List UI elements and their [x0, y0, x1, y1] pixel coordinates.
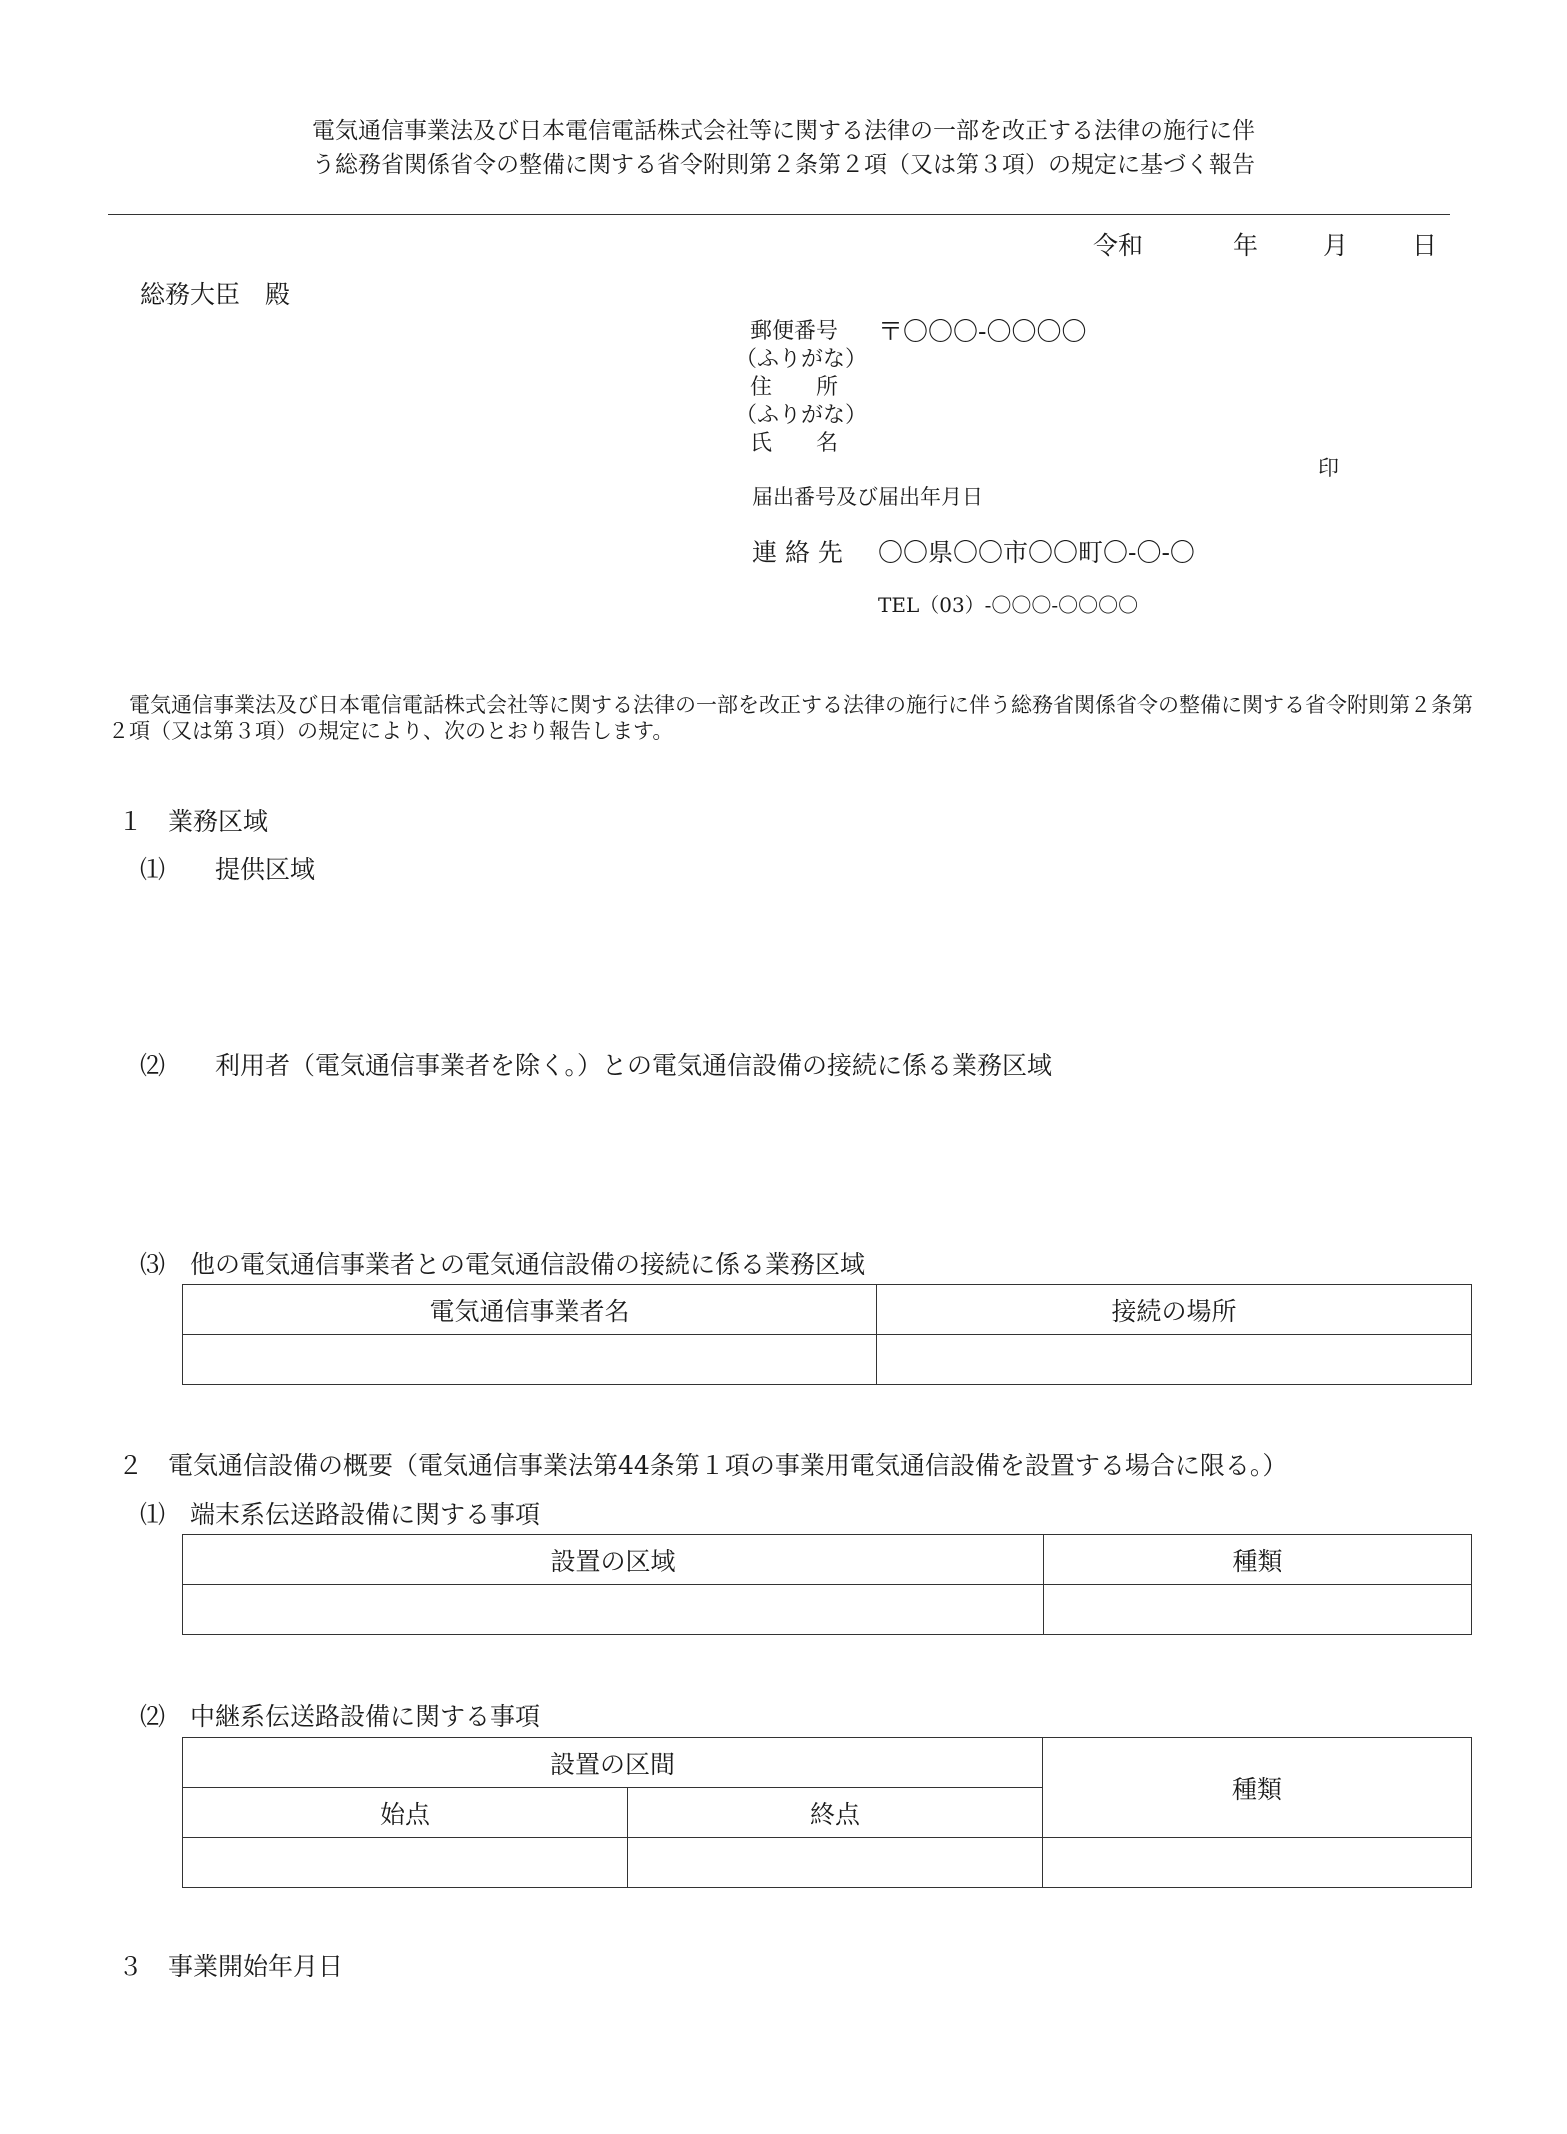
section3-heading: ３ 事業開始年月日: [118, 1952, 344, 1981]
contact-tel: TEL（03）-〇〇〇-〇〇〇〇: [878, 593, 1139, 617]
table-header-relay-type: 種類: [1043, 1738, 1472, 1838]
business-area-table: [182, 1284, 1472, 1385]
section1-sub3: ⑶ 他の電気通信事業者との電気通信設備の接続に係る業務区域: [140, 1250, 866, 1279]
table-cell-start-point: [183, 1838, 628, 1888]
table-header-install-area: 設置の区域: [183, 1535, 1044, 1585]
seal-mark: 印: [1318, 456, 1339, 480]
addressee: 総務大臣 殿: [140, 280, 291, 309]
table-cell-relay-type: [1043, 1838, 1472, 1888]
table-header-end-point: 終点: [628, 1788, 1043, 1838]
postal-value: 〒〇〇〇-〇〇〇〇: [878, 317, 1087, 346]
date-era: 令和: [1093, 231, 1144, 260]
table-cell-connection-place: [877, 1335, 1472, 1385]
title-line-1: 電気通信事業法及び日本電信電話株式会社等に関する法律の一部を改正する法律の施行に伴: [312, 118, 1255, 144]
section2-sub1: ⑴ 端末系伝送路設備に関する事項: [140, 1500, 541, 1529]
section2-heading: ２ 電気通信設備の概要（電気通信事業法第44条第１項の事業用電気通信設備を設置する場合に限る。）: [118, 1451, 1288, 1480]
section1-sub1: ⑴ 提供区域: [140, 855, 316, 884]
section1-heading: １ 業務区域: [118, 807, 269, 836]
title-line-2: う総務省関係省令の整備に関する省令附則第２条第２項（又は第３項）の規定に基づく報告: [312, 152, 1255, 178]
notification-label: 届出番号及び届出年月日: [752, 485, 983, 509]
title-divider: [108, 214, 1450, 215]
date-month: 月: [1323, 231, 1349, 260]
table-cell-carrier-name: [183, 1335, 877, 1385]
furigana-label-1: （ふりがな）: [735, 347, 868, 372]
furigana-label-2: （ふりがな）: [735, 403, 868, 428]
section1-sub2: ⑵ 利用者（電気通信事業者を除く。）との電気通信設備の接続に係る業務区域: [140, 1051, 1053, 1080]
address-label: 住 所: [749, 375, 838, 400]
postal-label: 郵便番号: [749, 319, 838, 344]
contact-address: 〇〇県〇〇市〇〇町〇-〇-〇: [878, 538, 1195, 567]
body-paragraph: 電気通信事業法及び日本電信電話株式会社等に関する法律の一部を改正する法律の施行に伴う総務省関係省令の整備に関する省令附則第２条第２項（又は第３項）の規定により、次のとおり報告します。: [108, 693, 1473, 743]
table-header-carrier-name: 電気通信事業者名: [183, 1285, 877, 1335]
date-day: 日: [1412, 231, 1438, 260]
relay-line-table: [182, 1737, 1472, 1888]
table-cell-end-point: [628, 1838, 1043, 1888]
section2-sub2: ⑵ 中継系伝送路設備に関する事項: [140, 1702, 541, 1731]
table-header-start-point: 始点: [183, 1788, 628, 1838]
table-header-install-section: 設置の区間: [183, 1738, 1043, 1788]
table-cell-install-area: [183, 1585, 1044, 1635]
contact-label: 連 絡 先: [752, 538, 843, 567]
table-cell-type: [1044, 1585, 1472, 1635]
table-header-type: 種類: [1044, 1535, 1472, 1585]
terminal-line-table: [182, 1534, 1472, 1635]
table-header-connection-place: 接続の場所: [877, 1285, 1472, 1335]
name-label: 氏 名: [749, 431, 838, 456]
date-year: 年: [1233, 231, 1259, 260]
